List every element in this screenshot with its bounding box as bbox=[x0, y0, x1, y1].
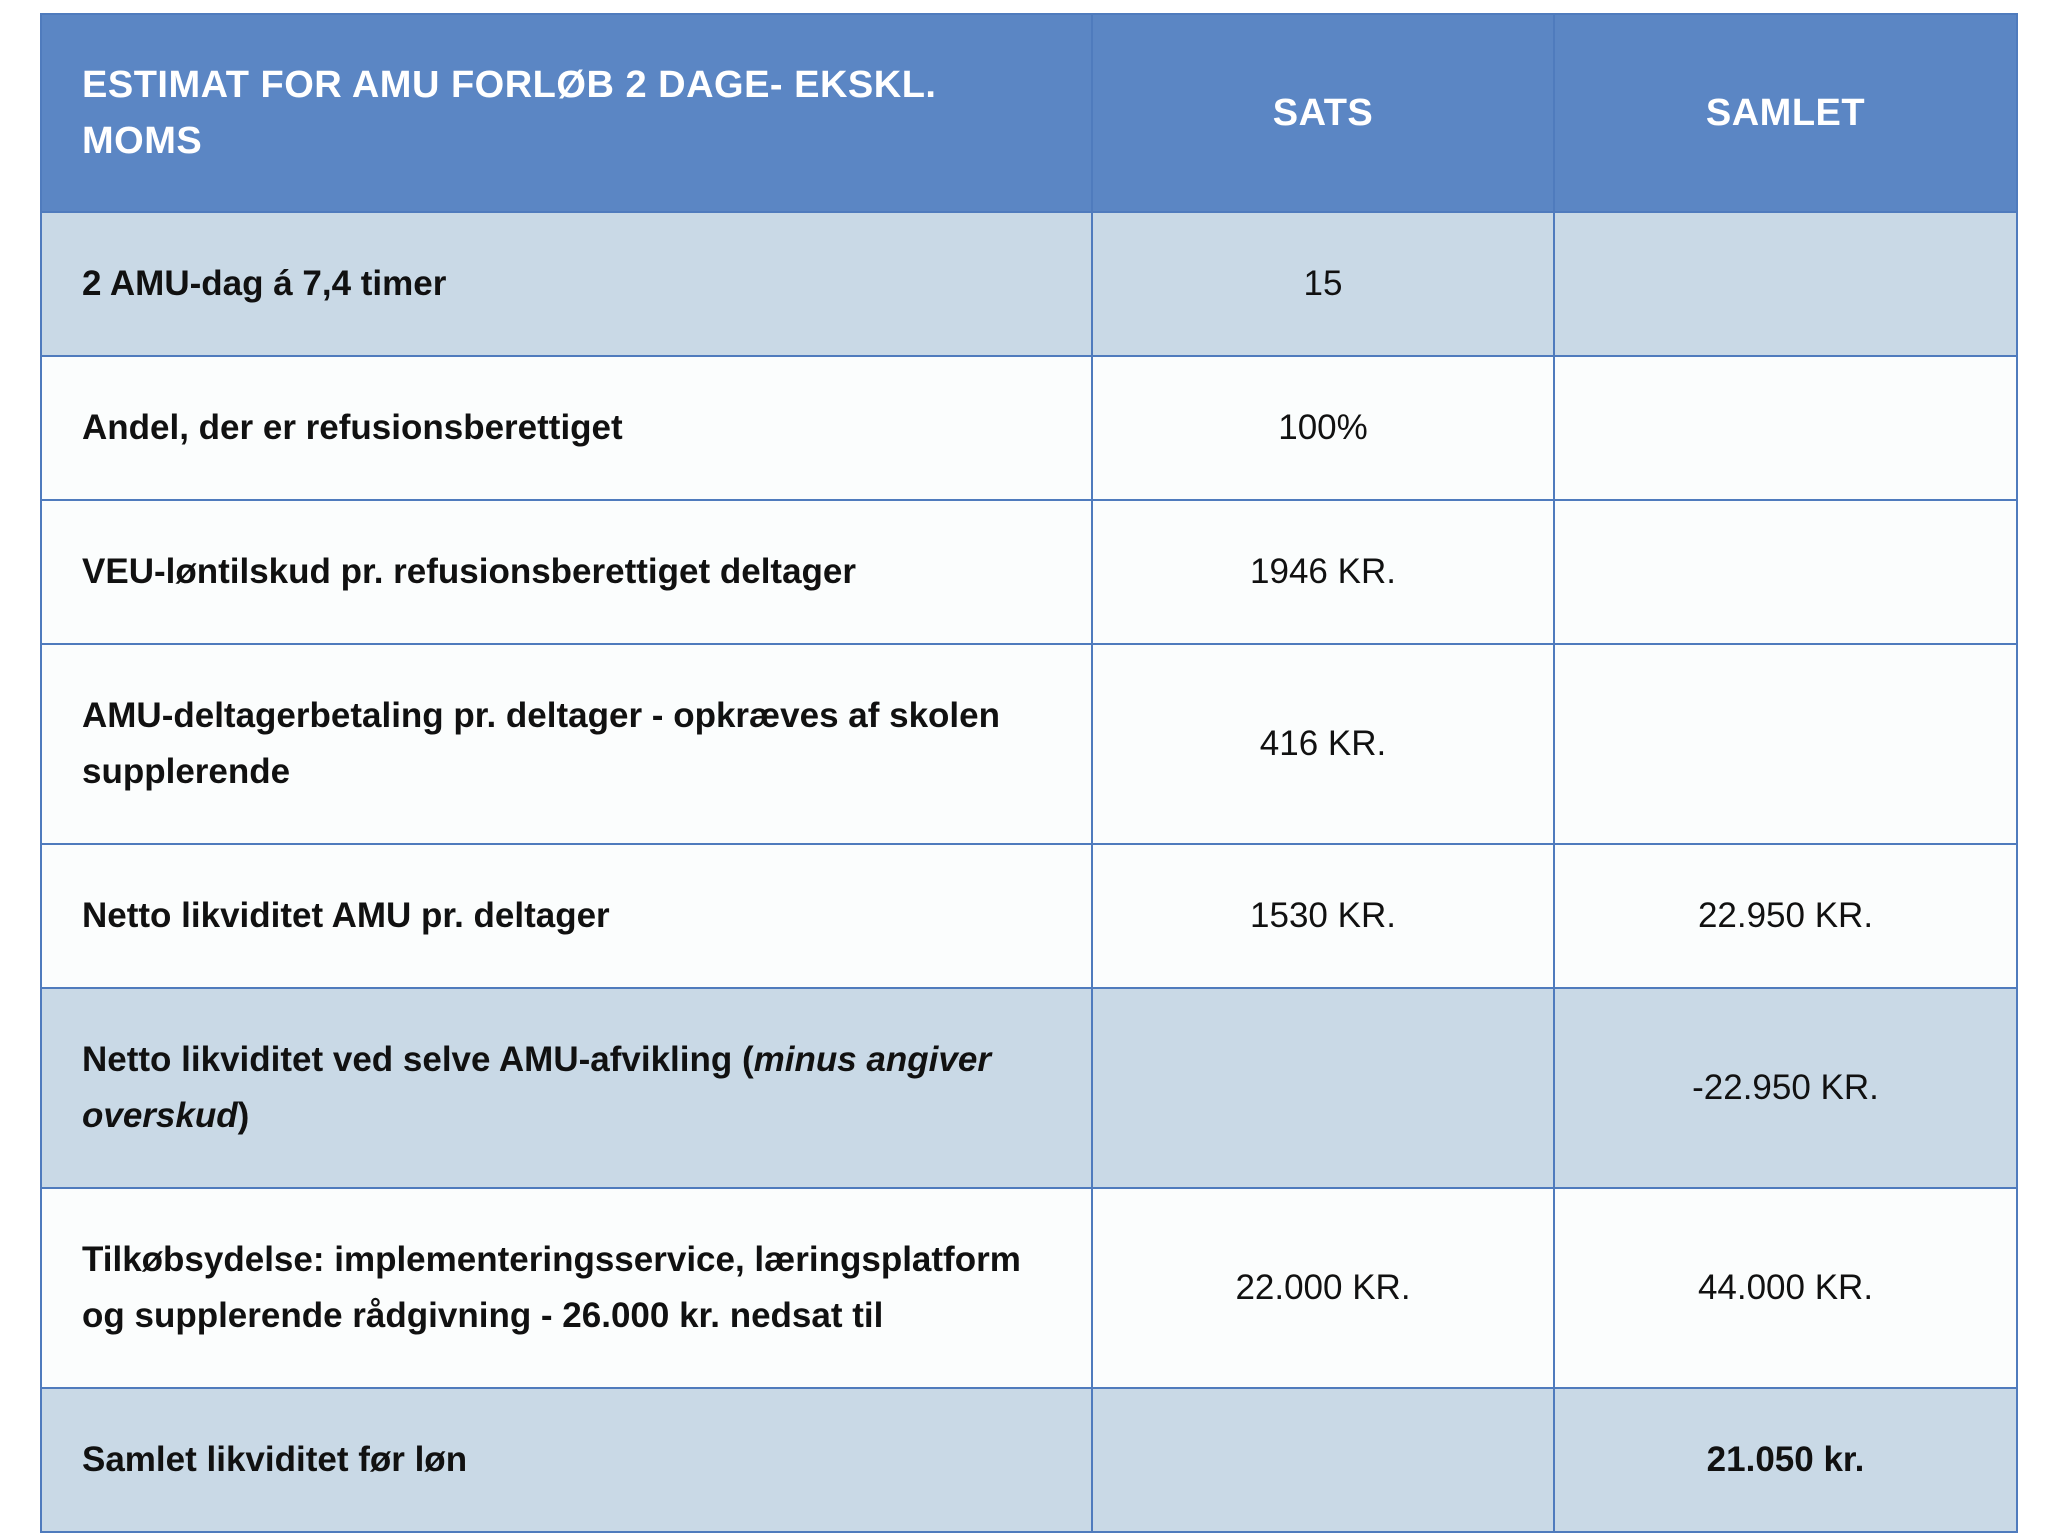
row-sats: 100% bbox=[1092, 356, 1554, 500]
row-sats: 1946 KR. bbox=[1092, 500, 1554, 644]
row-samlet bbox=[1554, 644, 2017, 844]
row-label-italic: minus angiver overskud bbox=[82, 1040, 991, 1135]
row-samlet-total: 21.050 kr. bbox=[1554, 1388, 2017, 1532]
row-sats: 15 bbox=[1092, 212, 1554, 356]
table-row bbox=[41, 356, 2017, 500]
row-label-end: ) bbox=[237, 1096, 250, 1135]
row-samlet: 44.000 KR. bbox=[1554, 1188, 2017, 1388]
row-label bbox=[41, 988, 1092, 1188]
header-samlet: SAMLET bbox=[1554, 14, 2017, 212]
table-row bbox=[41, 500, 2017, 644]
row-samlet: -22.950 KR. bbox=[1554, 988, 2017, 1188]
row-label: Samlet likviditet før løn bbox=[41, 1388, 1092, 1532]
row-sats bbox=[1092, 988, 1554, 1188]
row-sats bbox=[1092, 1388, 1554, 1532]
table-row bbox=[41, 844, 2017, 988]
table-row bbox=[41, 212, 2017, 356]
table-row bbox=[41, 644, 2017, 844]
table-row bbox=[41, 988, 2017, 1188]
table-header-row bbox=[41, 14, 2017, 212]
row-label: Tilkøbsydelse: implementeringsservice, læringsplatform og supplerende rådgivning - 26.000 kr. nedsat til bbox=[41, 1188, 1092, 1388]
row-sats: 22.000 KR. bbox=[1092, 1188, 1554, 1388]
table-row bbox=[41, 1388, 2017, 1532]
estimate-table-container bbox=[40, 13, 2016, 1533]
row-samlet bbox=[1554, 500, 2017, 644]
header-description: ESTIMAT FOR AMU FORLØB 2 DAGE- EKSKL. MOMS bbox=[41, 14, 1092, 212]
estimate-table bbox=[40, 13, 2018, 1533]
row-samlet: 22.950 KR. bbox=[1554, 844, 2017, 988]
row-label: Andel, der er refusionsberettiget bbox=[41, 356, 1092, 500]
table-row bbox=[41, 1188, 2017, 1388]
row-samlet bbox=[1554, 212, 2017, 356]
row-label: Netto likviditet AMU pr. deltager bbox=[41, 844, 1092, 988]
row-label: AMU-deltagerbetaling pr. deltager - opkræves af skolen supplerende bbox=[41, 644, 1092, 844]
row-sats: 416 KR. bbox=[1092, 644, 1554, 844]
row-label-main: Netto likviditet ved selve AMU-afvikling ( bbox=[82, 1040, 754, 1079]
row-sats: 1530 KR. bbox=[1092, 844, 1554, 988]
row-samlet bbox=[1554, 356, 2017, 500]
row-label: 2 AMU-dag á 7,4 timer bbox=[41, 212, 1092, 356]
header-sats: SATS bbox=[1092, 14, 1554, 212]
row-label: VEU-løntilskud pr. refusionsberettiget deltager bbox=[41, 500, 1092, 644]
